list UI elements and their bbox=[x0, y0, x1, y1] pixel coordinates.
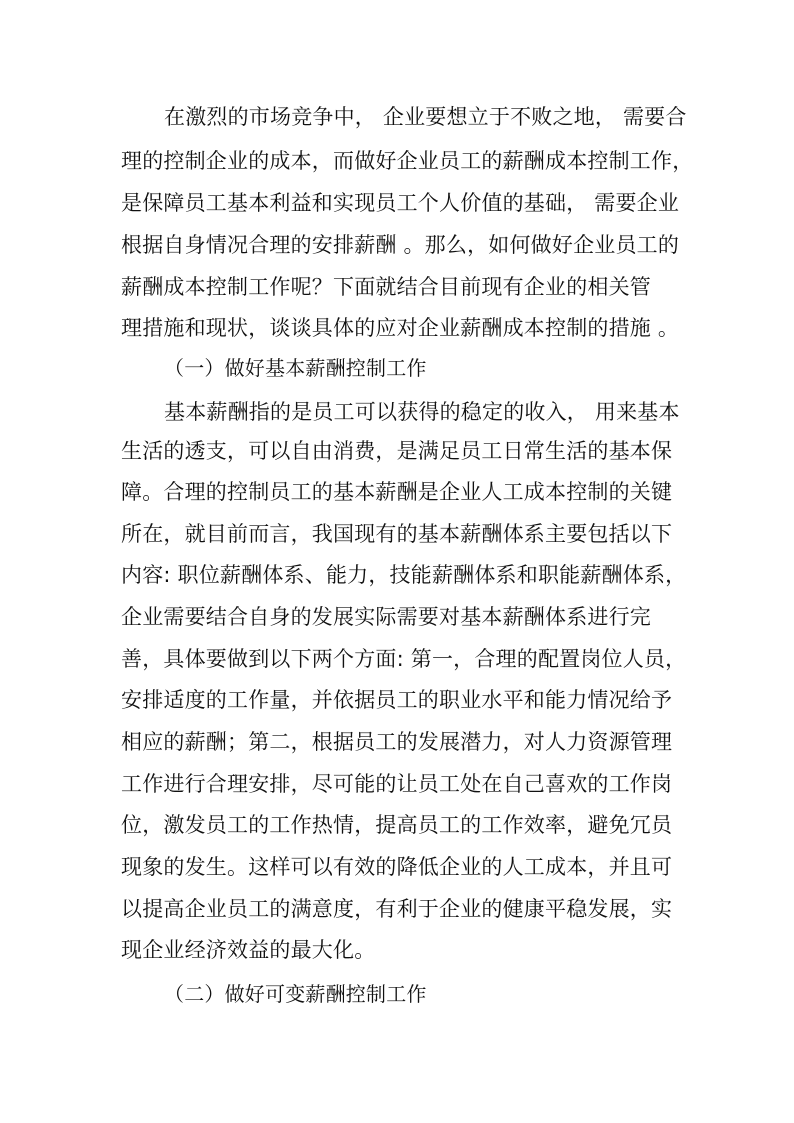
paragraph-2-line-8: 安排适度的工作量，并依据员工的职业水平和能力情况给予 bbox=[121, 688, 673, 712]
paragraph-2-line-4: 所在，就目前而言，我国现有的基本薪酬体系主要包括以下 bbox=[121, 522, 673, 546]
paragraph-1-line-4: 根据自身情况合理的安排薪酬 。那么，如何做好企业员工的 bbox=[121, 233, 680, 257]
paragraph-1-line-6: 理措施和现状，谈谈具体的应对企业薪酬成本控制的措施 。 bbox=[121, 316, 680, 340]
paragraph-2-line-3: 障。合理的控制员工的基本薪酬是企业人工成本控制的关键 bbox=[121, 480, 673, 504]
paragraph-2-line-12: 现象的发生。这样可以有效的降低企业的人工成本，并且可 bbox=[121, 855, 673, 879]
paragraph-1-line-3: 是保障员工基本利益和实现员工个人价值的基础， 需要企业 bbox=[121, 191, 680, 215]
paragraph-2-line-10: 工作进行合理安排，尽可能的让员工处在自己喜欢的工作岗 bbox=[121, 772, 673, 796]
paragraph-2-line-5: 内容: 职位薪酬体系、能力，技能薪酬体系和职能薪酬体系， bbox=[121, 563, 687, 587]
paragraph-2-line-2: 生活的透支，可以自由消费，是满足员工日常生活的基本保 bbox=[121, 439, 673, 463]
section-heading-2: （二）做好可变薪酬控制工作 bbox=[164, 982, 427, 1006]
section-heading-1: （一）做好基本薪酬控制工作 bbox=[164, 356, 427, 380]
paragraph-2-line-11: 位，激发员工的工作热情，提高员工的工作效率，避免冗员 bbox=[121, 813, 673, 837]
paragraph-2-line-6: 企业需要结合自身的发展实际需要对基本薪酬体系进行完 bbox=[121, 605, 651, 629]
paragraph-1-line-5: 薪酬成本控制工作呢？下面就结合目前现有企业的相关管 bbox=[121, 275, 651, 299]
paragraph-2-line-1: 基本薪酬指的是员工可以获得的稳定的收入， 用来基本 bbox=[164, 400, 680, 424]
paragraph-2-line-13: 以提高企业员工的满意度，有利于企业的健康平稳发展，实 bbox=[121, 897, 673, 921]
paragraph-2-line-14: 现企业经济效益的最大化。 bbox=[121, 938, 376, 962]
paragraph-1-line-2: 理的控制企业的成本，而做好企业员工的薪酬成本控制工作， bbox=[121, 149, 694, 173]
paragraph-1-line-1: 在激烈的市场竞争中， 企业要想立于不败之地， 需要合 bbox=[164, 105, 687, 129]
paragraph-2-line-9: 相应的薪酬；第二，根据员工的发展潜力，对人力资源管理 bbox=[121, 730, 673, 754]
paragraph-2-line-7: 善，具体要做到以下两个方面: 第一，合理的配置岗位人员， bbox=[121, 647, 687, 671]
